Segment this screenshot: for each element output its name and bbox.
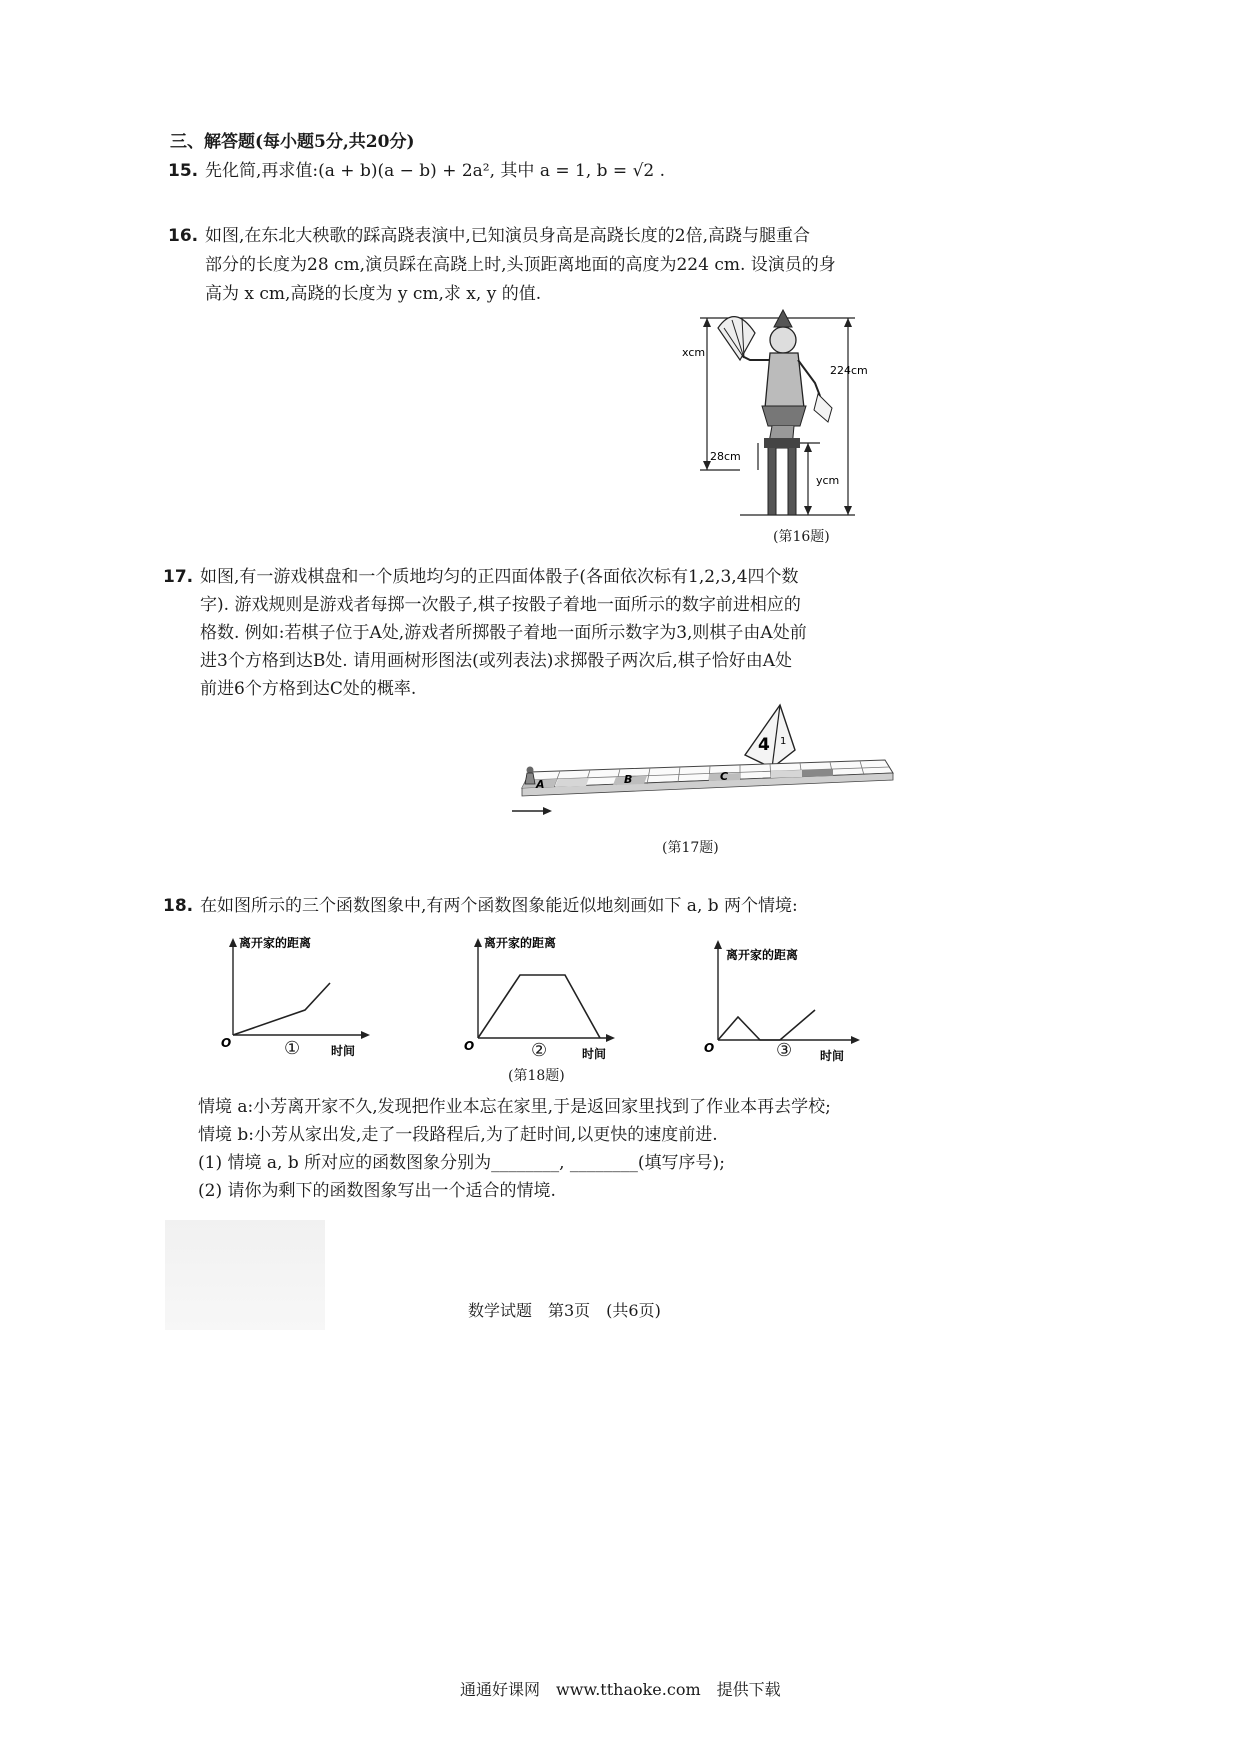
graph-3-id: ③ <box>776 1040 793 1061</box>
q17-line-1: 如图,有一游戏棋盘和一个质地均匀的正四面体骰子(各面依次标有1,2,3,4四个数 <box>200 567 799 587</box>
graph-1-origin: O <box>221 1036 232 1050</box>
tetrahedron-die <box>745 705 795 768</box>
section-title: 三、解答题(每小题5分,共20分) <box>170 132 415 152</box>
q17-caption: (第17题) <box>662 840 719 856</box>
graph-1-line <box>233 983 330 1035</box>
q18-intro: 在如图所示的三个函数图象中,有两个函数图象能近似地刻画如下 a, b 两个情境: <box>200 896 798 916</box>
q17-line-2: 字). 游戏规则是游戏者每掷一次骰子,棋子按骰子着地一面所示的数字前进相应的 <box>200 595 801 615</box>
cell-a-label: A <box>536 778 545 791</box>
q18-caption: (第18题) <box>508 1068 565 1084</box>
graph-2-id: ② <box>531 1040 548 1061</box>
graph-1-id: ① <box>284 1038 301 1059</box>
label-y: ycm <box>816 474 840 487</box>
q15-number: 15. <box>168 161 199 181</box>
die-side-number: 1 <box>780 736 787 747</box>
graph-3-line <box>718 1010 815 1040</box>
page-footer: 数学试题 第3页 (共6页) <box>468 1301 661 1320</box>
label-x: xcm <box>682 346 706 359</box>
q16-number: 16. <box>168 226 199 246</box>
graph-2-origin: O <box>464 1039 475 1053</box>
graph-2-xlabel: 时间 <box>582 1047 607 1060</box>
q16-caption: (第16题) <box>773 529 830 545</box>
cell-b-label: B <box>624 773 633 786</box>
graph-1-xlabel: 时间 <box>331 1044 356 1058</box>
q17-line-5: 前进6个方格到达C处的概率. <box>200 679 417 699</box>
download-watermark: 通通好课网 www.tthaoke.com 提供下载 <box>460 1680 781 1699</box>
game-board <box>522 760 893 796</box>
q18-scenario-a: 情境 a:小芳离开家不久,发现把作业本忘在家里,于是返回家里找到了作业本再去学校; <box>198 1097 831 1117</box>
q15-text: 先化简,再求值:(a + b)(a − b) + 2a², 其中 a = 1, b = √2 . <box>205 161 666 181</box>
dancer-illustration <box>718 310 832 515</box>
cell-c-label: C <box>720 770 729 783</box>
label-224: 224cm <box>830 364 868 377</box>
graph-2-ylabel: 离开家的距离 <box>484 936 557 950</box>
scan-smudge <box>165 1220 325 1330</box>
q16-line-3: 高为 x cm,高跷的长度为 y cm,求 x, y 的值. <box>205 284 542 304</box>
q18-scenario-b: 情境 b:小芳从家出发,走了一段路程后,为了赶时间,以更快的速度前进. <box>198 1125 718 1145</box>
q16-line-1: 如图,在东北大秧歌的踩高跷表演中,已知演员身高是高跷长度的2倍,高跷与腿重合 <box>205 226 811 246</box>
q17-figure <box>510 700 900 840</box>
graph-3-origin: O <box>704 1041 715 1055</box>
q18-part-2: (2) 请你为剩下的函数图象写出一个适合的情境. <box>198 1181 556 1201</box>
q16-figure <box>680 298 880 520</box>
graph-2-line <box>478 975 600 1038</box>
q17-number: 17. <box>163 567 194 587</box>
q18-part-1: (1) 情境 a, b 所对应的函数图象分别为________, ________(填写序号); <box>198 1153 725 1173</box>
label-28: 28cm <box>710 450 741 463</box>
q17-line-4: 进3个方格到达B处. 请用画树形图法(或列表法)求掷骰子两次后,棋子恰好由A处 <box>200 651 793 671</box>
graph-3-xlabel: 时间 <box>820 1049 845 1062</box>
q16-line-2: 部分的长度为28 cm,演员踩在高跷上时,头顶距离地面的高度为224 cm. 设演员的身 <box>205 255 836 275</box>
graph-3-ylabel: 离开家的距离 <box>726 948 799 962</box>
die-face-number: 4 <box>758 735 770 755</box>
q18-number: 18. <box>163 896 194 916</box>
graph-1-ylabel: 离开家的距离 <box>239 936 312 950</box>
q17-line-3: 格数. 例如:若棋子位于A处,游戏者所掷骰子着地一面所示数字为3,则棋子由A处前 <box>200 623 807 643</box>
